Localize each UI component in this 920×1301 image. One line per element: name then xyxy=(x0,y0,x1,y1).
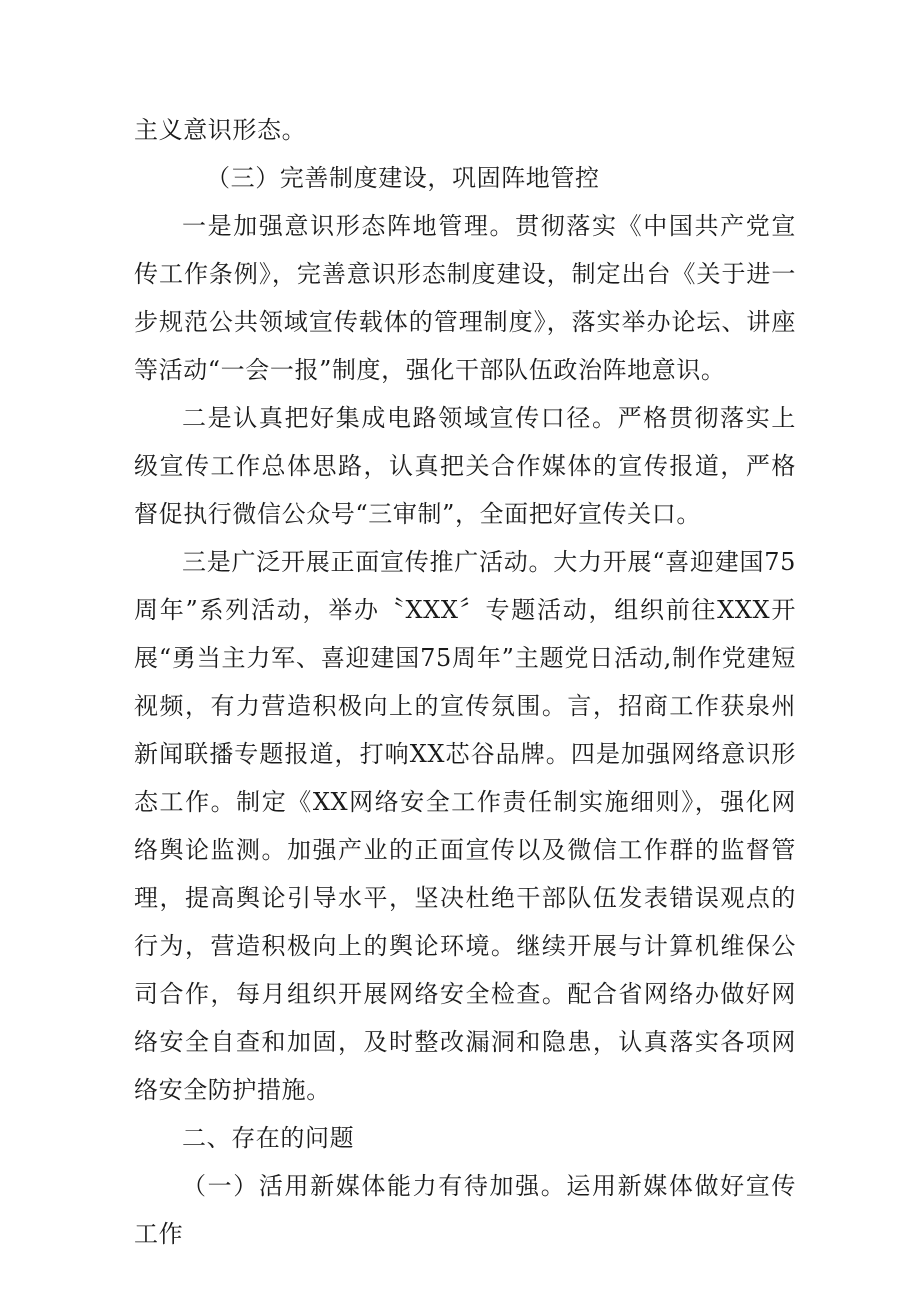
paragraph-item-one: 一是加强意识形态阵地管理。贯彻落实《中国共产党宣传工作条例》，完善意识形态制度建设，制定出台《关于进一步规范公共领域宣传载体的管理制度》，落实举办论坛、讲座等活动“一会一报”制度，强化干部队伍政治阵地意识。 xyxy=(134,212,796,384)
part-two-heading: 二、存在的问题 xyxy=(182,1124,355,1152)
paragraph-item-three: 三是广泛开展正面宣传推广活动。大力开展“喜迎建国75周年”系列活动，举办〝XXX〞专题活动，组织前往XXX开展“勇当主力军、喜迎建国75周年”主题党日活动,制作党建短视频，有力营造积极向上的宣传氛围。言，招商工作获泉州新闻联播专题报道，打响XX芯谷品牌。四是加强网络意识形态工作。制定《XX网络安全工作责任制实施细则》，强化网络舆论监测。加强产业的正面宣传以及微信工作群的监督管理，提高舆论引导水平，坚决杜绝干部队伍发表错误观点的行为，营造积极向上的舆论环境。继续开展与计算机维保公司合作，每月组织开展网络安全检查。配合省网络办做好网络安全自查和加固，及时整改漏洞和隐患，认真落实各项网络安全防护措施。 xyxy=(134,548,796,1104)
paragraph-item-two: 二是认真把好集成电路领域宣传口径。严格贯彻落实上级宣传工作总体思路，认真把关合作媒体的宣传报道，严格督促执行微信公众号“三审制”，全面把好宣传关口。 xyxy=(134,404,796,528)
document-body xyxy=(134,106,796,1258)
section-three-heading: （三）完善制度建设，巩固阵地管控 xyxy=(206,164,600,192)
paragraph-problem-one: （一）活用新媒体能力有待加强。运用新媒体做好宣传工作 xyxy=(134,1172,796,1248)
paragraph-continuation: 主义意识形态。 xyxy=(134,116,307,144)
